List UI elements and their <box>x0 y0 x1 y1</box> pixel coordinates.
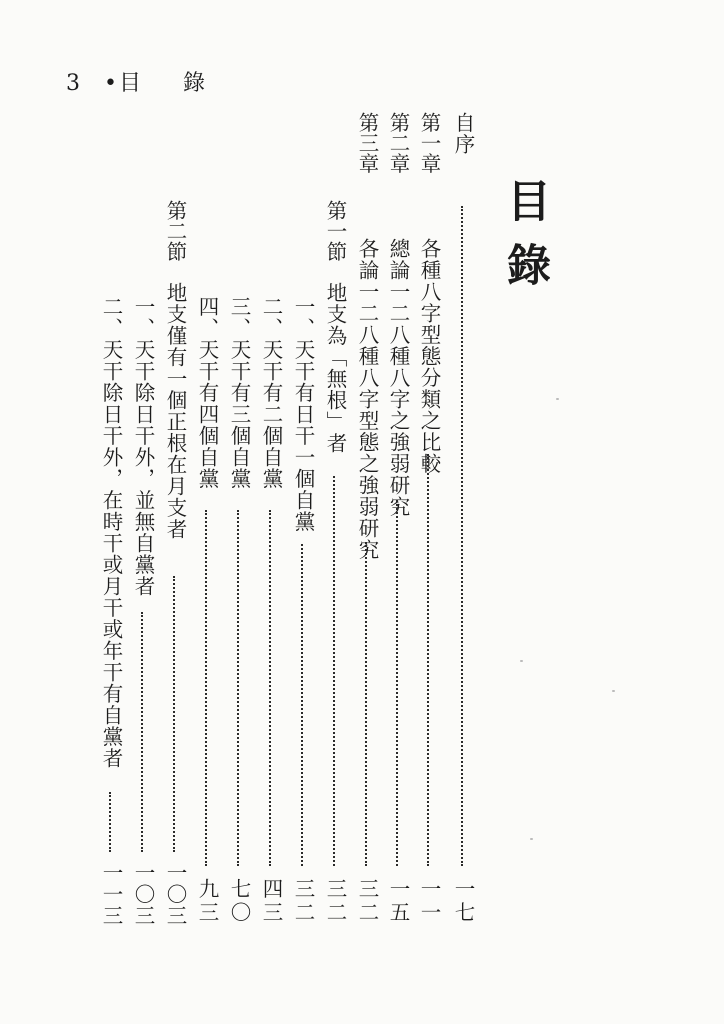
leader-dots <box>396 500 398 866</box>
toc-entry-page: 三二 <box>323 878 347 925</box>
toc-entry-subsection[interactable] <box>286 296 320 942</box>
toc-entry-chapter-3[interactable] <box>350 112 384 942</box>
toc-entry-page: 七〇 <box>227 878 251 925</box>
toc-entry-label: 第一章 <box>417 112 441 174</box>
toc-entry-page: 一七 <box>451 878 475 925</box>
toc-entry-title: 二、天干除日干外，在時干或月干或年干有自黨者 <box>99 296 123 769</box>
toc-entry-title: 一、天干除日干外，並無自黨者 <box>131 296 155 597</box>
leader-dots <box>427 454 429 866</box>
toc-entry-title: 一、天干有日干一個自黨 <box>291 296 315 533</box>
header-title-part1: •目 <box>104 71 143 96</box>
leader-dots <box>205 510 207 866</box>
header-title-part2: 錄 <box>182 71 207 96</box>
leader-dots <box>301 544 303 866</box>
toc-entry-subsection[interactable] <box>254 296 288 942</box>
toc-entry-section-1[interactable] <box>318 200 352 942</box>
page-header <box>66 66 207 97</box>
toc-entry-page: 一〇三 <box>163 862 187 927</box>
scan-speck <box>612 690 615 692</box>
toc-entry-title: 自序 <box>451 112 475 155</box>
toc-entry-subsection[interactable] <box>94 296 128 942</box>
leader-dots <box>141 612 143 852</box>
toc-entry-page: 九三 <box>195 878 219 925</box>
scan-speck <box>530 838 533 840</box>
toc-entry-chapter-2[interactable] <box>381 112 415 942</box>
leader-dots <box>173 576 175 852</box>
toc-entry-subsection[interactable] <box>190 296 224 942</box>
toc-entry-preface[interactable] <box>446 112 480 942</box>
toc-entry-page: 四三 <box>259 878 283 925</box>
page-number: 3 <box>66 71 82 96</box>
toc-entry-section-2[interactable] <box>158 200 192 942</box>
toc-entry-title: 地支僅有一個正根在月支者 <box>163 282 187 541</box>
toc-entry-chapter-1[interactable] <box>412 112 446 942</box>
toc-entry-label: 第二章 <box>386 112 410 174</box>
toc-entry-page: 一一 <box>417 878 441 925</box>
toc-entry-page: 一一三 <box>99 862 123 927</box>
leader-dots <box>237 510 239 866</box>
scan-speck <box>556 398 559 400</box>
toc-entry-title: 四、天干有四個自黨 <box>195 296 219 490</box>
toc-entry-page: 三二 <box>291 878 315 925</box>
toc-entry-title: 二、天干有二個自黨 <box>259 296 283 490</box>
toc-title: 目錄 <box>499 178 550 306</box>
toc-entry-subsection[interactable] <box>222 296 256 942</box>
toc-entry-title: 各論一二八種八字型態之強弱研究 <box>355 238 379 561</box>
toc-entry-title: 各種八字型態分類之比較 <box>417 238 441 475</box>
toc-entry-label: 第三章 <box>355 112 379 174</box>
toc-entry-page: 三二 <box>355 878 379 925</box>
toc-entry-title: 總論一二八種八字之強弱研究 <box>386 238 410 518</box>
leader-dots <box>333 476 335 866</box>
toc-entry-page: 一五 <box>386 878 410 925</box>
toc-entry-label: 第一節 <box>323 200 347 262</box>
toc-entry-subsection[interactable] <box>126 296 160 942</box>
toc-entry-title: 地支為「無根」者 <box>323 282 347 455</box>
toc-entry-label: 第二節 <box>163 200 187 262</box>
leader-dots <box>269 510 271 866</box>
leader-dots <box>365 542 367 866</box>
toc-entry-title: 三、天干有三個自黨 <box>227 296 251 490</box>
leader-dots <box>109 792 111 852</box>
scan-speck <box>520 660 523 662</box>
toc-entry-page: 一〇三 <box>131 862 155 927</box>
leader-dots <box>461 206 463 866</box>
